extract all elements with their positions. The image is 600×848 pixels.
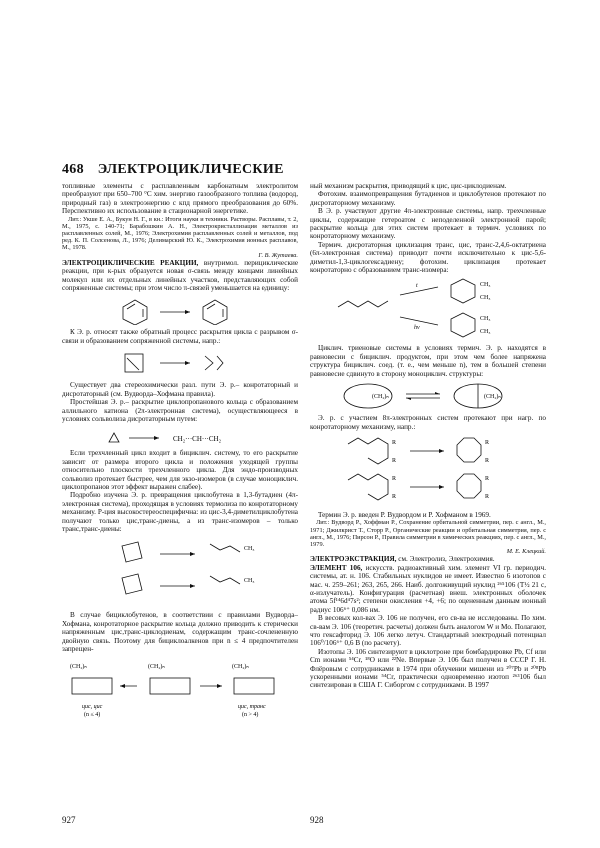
- literature-note: Лит.: Укше Е. А., Букун Н. Г., в кн.: Итоги науки и техники. Растворы. Расплавы, т. 2, М., 1975, с. 140-71; Барабошкин А. Н., Электрокристаллизация металлов из расплавленных солей, М., 1976; Электрохимия расплавленных солей и металлов, под ред. К. П. Солсенова, Л., 1976; Делимарский Ю. К., Электрохимия ионных расплавов, М., 1978.: [62, 215, 298, 252]
- scheme-cyclization: [105, 295, 255, 325]
- paragraph: Изотопы Э. 106 синтезируют в циклотроне при бомбардировке Pb, Cf или Cm ионами ⁵⁴Cr, ¹⁸O или ²²Ne. Впервые Э. 106 был получен в СССР Г. Н. Флёровым с сотрудниками в 1974 при облучении мишени из ²⁰⁷Pb и ²⁰⁸Pb ускоренными ионами ⁵⁴Cr, практически одновременно изотоп ²⁶³106 был синтезирован в США Г. Сиборгом с сотрудниками. В 1997: [310, 647, 546, 690]
- r-label: R: [392, 475, 397, 482]
- methyl-label: CH₃: [244, 546, 255, 553]
- scheme-cyclopropane-opening: [95, 426, 265, 446]
- page-number-header: 468: [62, 162, 84, 177]
- paragraph: ный механизм раскрытия, приводящий к цис, цис-циклодиенам.: [310, 182, 507, 190]
- paragraph: Термин Э. р. введен Р. Вудвордом и Р. Хофманом в 1969.: [318, 510, 491, 519]
- right-column: [310, 182, 546, 690]
- label-cis-cis: цис, цис: [82, 704, 103, 711]
- r-label: R: [485, 439, 490, 446]
- ch2n-label: (CH₂)ₙ: [70, 664, 87, 671]
- scheme-ring-opening: [105, 348, 255, 378]
- label-n-gt-4: (n > 4): [242, 712, 259, 719]
- r-label: R: [392, 493, 397, 500]
- page-number-left: 927: [62, 815, 76, 825]
- r-label: R: [392, 439, 397, 446]
- label-cis-trans: цис, транс: [238, 704, 266, 711]
- r-label: R: [485, 475, 490, 482]
- entry-term: ЭЛЕКТРОЦИКЛИЧЕСКИЕ РЕАКЦИИ,: [62, 258, 199, 267]
- scheme-8pi-systems: [328, 434, 528, 508]
- scheme-bicycloalkenes: [62, 656, 298, 734]
- methyl-label: CH₃: [480, 316, 491, 323]
- paragraph: Э. р. с участием 8π-электронных систем протекают при нагр. по конротаторному механизму, напр.:: [310, 414, 546, 431]
- r-label: R: [392, 457, 397, 464]
- paragraph: Существует два стереохимически разл. пути Э. р.– конротаторный и дисротаторный (см. Вудворда–Хофмана правила).: [62, 381, 298, 398]
- ch2n-label: (CH₂)ₙ: [484, 394, 501, 401]
- paragraph: В весовых кол-вах Э. 106 не получен, его св-ва не исследованы. По хим. св-вам Э. 106 (теоретич. расчеты) должен быть аналогом W и Mo. Полагают, что гексафторид Э. 106 легко летуч. Стандартный электродный потенциал 106⁰/106⁶⁺ 0,6 В (по расчету).: [310, 614, 546, 648]
- paragraph: Циклич. триеновые системы в условиях термич. Э. р. находятся в равновесии с бициклич. продуктом, при этом чем более напряжена структура бициклич. соед. (т. е., чем меньше n), тем в большей степени равновесие сдвинуто в сторону моноциклич. структуры:: [310, 344, 546, 378]
- r-label: R: [485, 457, 490, 464]
- scheme-octatriene: [328, 277, 528, 341]
- running-title: ЭЛЕКТРОЦИКЛИЧЕСКИЕ: [97, 162, 284, 177]
- allyl-formula: CH₂···CH···CH₂: [173, 435, 222, 444]
- page-number-right: 928: [310, 815, 324, 825]
- ch2n-label: (CH₂)ₙ: [232, 664, 249, 671]
- methyl-label: CH₃: [480, 295, 491, 302]
- ch2n-label: (CH₂)ₙ: [148, 664, 165, 671]
- entry-text: искусств. радиоактивный хим. элемент VI гр. периодич. системы, ат. н. 106. Стабильных нуклидов не имеет. Известно 6 изотопов с мас. ч. 259–261; 263, 265, 266. Наиб. долгоживущий нуклид ²⁶⁵106 (T½ 21 с, α-излучатель). Конфигурация (расчетная) внеш. электронных оболочек атома 5f¹⁴6d⁴7s²; степени окисления +4, +6; по оцененным данным ионный радиус 106⁶⁺ 0,086 нм.: [310, 563, 546, 614]
- entry-paragraph: [62, 259, 298, 293]
- page-header: [62, 162, 294, 178]
- r-label: R: [485, 493, 490, 500]
- entry-paragraph: [310, 555, 546, 563]
- author-signature: Г. В. Жутаева.: [258, 251, 298, 259]
- entry-text: см. Электролиз, Электрохимия.: [398, 555, 495, 564]
- paragraph: В Э. р. участвуют другие 4π-электронные системы, напр. трехчленные циклы, содержащие гетероатом с неподеленной электронной парой; раскрытие кольца для этих систем протекает в термич. условиях по конротаторному механизму.: [310, 207, 546, 241]
- literature-note: Лит.: Вудворд Р., Хоффман Р., Сохранение орбитальной симметрии, пер. с англ., М., 1971; Джилкрист Т., Сторр Р., Органические реакции и орбитальная симметрия, пер. с англ., М., 1976; Пирсон Р., Правила симметрии в химических реакциях, пер. с англ., М., 1979.: [310, 519, 546, 548]
- author-signature: М. Е. Клецкий.: [506, 548, 546, 556]
- photo-label: hν: [414, 325, 420, 332]
- methyl-label: CH₃: [480, 282, 491, 289]
- paragraph: Фотохим. взаимопревращения бутадиенов и циклобутенов протекают по дисротаторному механизму.: [310, 190, 546, 207]
- paragraph: Подробно изучена Э. р. превращения циклобутена в 1,3-бутадиен (4π-электронная система), проходящая в условиях термолиза по конротаторному механизму. Р-ция высокостереоспецифична: из цис-3,4-диметилциклобутена получают только цис,транс-диены, а из транс-изомеров – только транс,транс-диены:: [62, 491, 298, 533]
- paragraph: Если трехчленный цикл входит в бициклич. систему, то его раскрытие зависит от размера второго цикла и положения уходящей группы относительно плоскости трехчленного цикла. Для эндо-производных сольволиз протекает быстрее, чем для экзо-изомеров (в случае моноциклич. циклопропанов этот эффект выражен слабее).: [62, 449, 298, 491]
- scheme-cyclobutene: [80, 536, 280, 608]
- entry-term: ЭЛЕМЕНТ 106,: [310, 563, 363, 572]
- paragraph: К Э. р. относят также обратный процесс раскрытия цикла с разрывом σ-связи и образованием сопряженной системы, напр.:: [62, 328, 298, 345]
- methyl-label: CH₃: [244, 578, 255, 585]
- thermal-label: t: [416, 283, 418, 290]
- paragraph: топливные элементы с расплавленным карбонатным электролитом преобразуют при 650–700 °С хим. энергию газообразного топлива (водород, природный газ) в электроэнергию с кпд прямого преобразования до 60%. Перспективно их использование в стационарной энергетике.: [62, 182, 298, 216]
- ch2n-label: (CH₂)ₙ: [372, 394, 389, 401]
- paragraph: Термич. дисротаторная циклизация транс, цис, транс-2,4,6-октатриена (6π-электронная система) приводит почти исключительно к цис-5,6-диметил-1,3-циклогексадиену; фотохим. циклизация протекает конротаторно с образованием транс-изомера:: [310, 240, 546, 275]
- paragraph: Простейшая Э. р.– раскрытие циклопропанового кольца с образованием аллильного катиона (2π-электронная система), осуществляющееся в условиях сольволиза дисротаторным путем:: [62, 398, 298, 423]
- entry-text: внутримол. перициклические реакции, при к-рых образуется новая σ-связь между концами линейных молекул или их отдельных линейных участков, представляющих собой сопряженные системы; при этом число π-связей уменьшается на единицу:: [62, 258, 299, 293]
- methyl-label: CH₃: [480, 329, 491, 336]
- left-column: [62, 182, 298, 737]
- paragraph: В случае бициклобутенов, в соответствии с правилами Вудворда–Хофмана, конротаторное раскрытие кольца должно приводить к стерически напряженным цис,транс-циклодиенам, содержащим транс-сочлененную двойную связь. Поэтому для бициклоалкенов при n ≤ 4 предпочтителен запрещен-: [62, 611, 298, 653]
- entry-term: ЭЛЕКТРОЭКСТРАКЦИЯ,: [310, 555, 397, 564]
- scheme-cyclic-triene-equilibrium: [328, 381, 528, 411]
- label-n-le-4: (n ≤ 4): [84, 712, 101, 719]
- entry-paragraph: [310, 564, 546, 614]
